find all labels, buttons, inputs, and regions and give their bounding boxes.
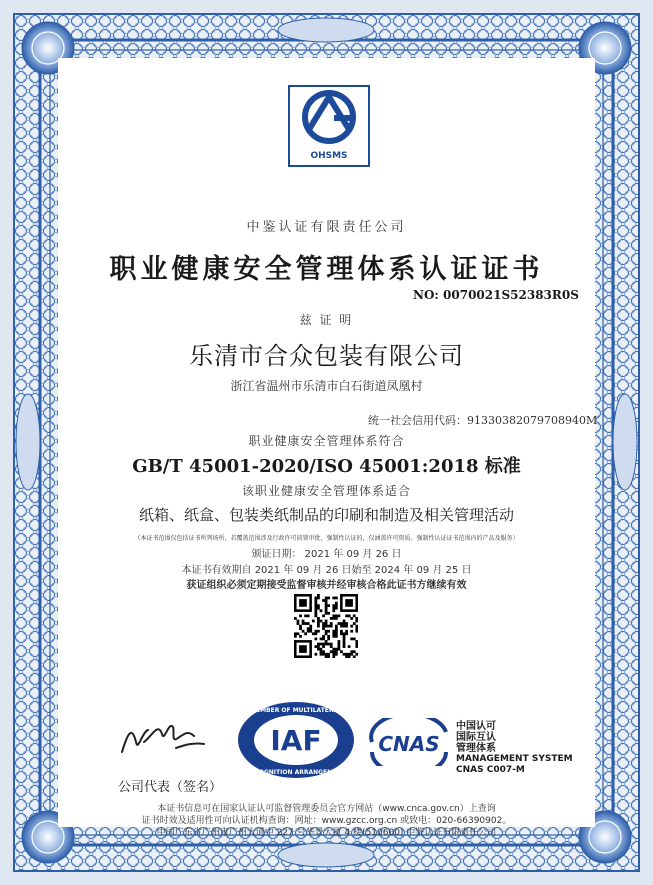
company-name: 乐清市合众包装有限公司 bbox=[189, 342, 464, 370]
scope-note: （本证书范围仅包括证书所列场所，若覆盖范围涉及行政许可前置审批、强制性认证的，仅涵盖许可资质、强制性认证证书范围内的产品及服务） bbox=[134, 535, 519, 542]
conforms-to-label: 职业健康安全管理体系符合 bbox=[248, 434, 405, 448]
credit-code: 统一社会信用代码：91330382079708940M bbox=[368, 414, 598, 427]
company-address: 浙江省温州市乐清市白石街道凤凰村 bbox=[230, 379, 423, 393]
iaf-ring-top: MEMBER OF MULTILATERAL bbox=[250, 707, 342, 714]
iaf-logo-text: IAF bbox=[270, 724, 322, 757]
footer-line-3: 中国广东省广州市广州大道中 227 号华景大厦 4 楼(510600) 中鉴认证有限责任公司 bbox=[156, 828, 497, 838]
certificate-title: 职业健康安全管理体系认证证书 bbox=[109, 254, 544, 285]
qr-code-icon bbox=[294, 594, 358, 658]
cnas-line-4: MANAGEMENT SYSTEM bbox=[456, 754, 573, 764]
standard-name: GB/T 45001-2020/ISO 45001:2018 标准 bbox=[132, 456, 521, 477]
hereby-certify: 兹 证 明 bbox=[299, 313, 354, 327]
cnas-line-1: 中国认可 bbox=[456, 721, 496, 732]
qr-code bbox=[294, 594, 358, 658]
cnas-line-5: CNAS C007-M bbox=[456, 765, 525, 775]
issue-date: 颁证日期： 2021 年 09 月 26 日 bbox=[251, 549, 402, 560]
signature-label: 公司代表（签名） bbox=[118, 780, 223, 795]
surveillance-notice: 获证组织必须定期接受监督审核并经审核合格此证书方继续有效 bbox=[186, 580, 467, 591]
logo-caption: OHSMS bbox=[310, 151, 348, 161]
issuer-name: 中鉴认证有限责任公司 bbox=[246, 220, 407, 235]
footer-line-2: 证书时效及适用性可向认证机构查询：网址：www.gzcc.org.cn 或致电：020-66390902。 bbox=[141, 816, 512, 826]
validity-period: 本证书有效期自 2021 年 09 月 26 日始至 2024 年 09 月 25 日 bbox=[181, 565, 472, 576]
cnas-line-3: 管理体系 bbox=[456, 743, 496, 754]
cnas-line-2: 国际互认 bbox=[456, 732, 496, 743]
cnas-mark bbox=[368, 718, 450, 766]
footer-line-1: 本证书信息可在国家认证认可监督管理委员会官方网站（www.cnca.gov.cn）上查询 bbox=[157, 804, 496, 814]
applies-to-label: 该职业健康安全管理体系适合 bbox=[241, 484, 411, 498]
ohsms-logo bbox=[288, 85, 370, 167]
iaf-ring-bottom: RECOGNITION ARRANGEMENT bbox=[245, 769, 347, 776]
cq-emblem-icon bbox=[290, 87, 368, 153]
cnas-text-block bbox=[456, 721, 573, 776]
certification-scope: 纸箱、纸盒、包装类纸制品的印刷和制造及相关管理活动 bbox=[138, 506, 514, 524]
iaf-mark bbox=[236, 700, 356, 780]
certificate-number: NO: 0070021S52383R0S bbox=[413, 288, 579, 302]
cnas-logo-text: CNAS bbox=[378, 732, 440, 756]
signature-image bbox=[118, 712, 208, 762]
